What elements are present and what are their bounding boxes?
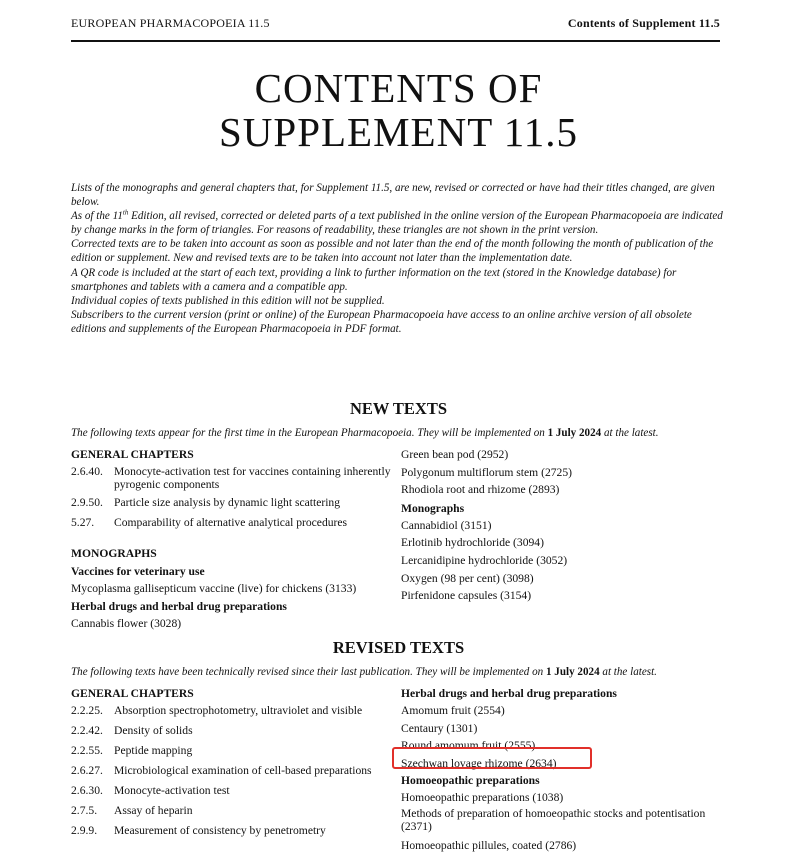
chapter-number: 2.9.9. — [71, 824, 98, 837]
monographs-heading: MONOGRAPHS — [71, 547, 157, 560]
monograph-entry: Centaury (1301) — [401, 721, 478, 735]
note-text: at the latest. — [601, 427, 659, 439]
highlight-annotation — [392, 747, 592, 769]
chapter-title: Measurement of consistency by penetrometry — [114, 824, 326, 837]
chapter-title: Monocyte-activation test — [114, 784, 230, 797]
intro-text-part: As of the 11 — [71, 210, 123, 223]
chapter-title: Assay of heparin — [114, 804, 193, 817]
monograph-entry: Green bean pod (2952) — [401, 448, 509, 461]
implementation-date: 1 July 2024 — [545, 666, 600, 678]
chapter-number: 2.9.50. — [71, 496, 103, 509]
new-texts-right-column — [401, 446, 731, 605]
homoeopathic-list — [401, 789, 731, 854]
note-text: The following texts appear for the first time in the European Pharmacopoeia. They will be implemented on — [71, 427, 548, 439]
monograph-entry: Homoeopathic pillules, coated (2786) — [401, 838, 577, 852]
chapter-number: 2.6.40. — [71, 465, 103, 478]
new-texts-heading: NEW TEXTS — [349, 399, 448, 418]
monograph-entry: Lercanidipine hydrochloride (3052) — [401, 553, 568, 567]
new-texts-note — [71, 426, 726, 440]
chapter-title: Comparability of alternative analytical procedures — [114, 516, 348, 529]
title-line-1: CONTENTS OF — [254, 65, 543, 111]
homoeopathic-heading: Homoeopathic preparations — [401, 774, 540, 788]
chapter-title: Density of solids — [114, 724, 193, 737]
new-texts-left-column — [71, 446, 391, 632]
intro-text — [71, 181, 726, 336]
page-title — [71, 66, 726, 154]
chapter-entry — [71, 743, 391, 759]
monograph-entry: Oxygen (98 per cent) (3098) — [401, 571, 534, 585]
herbal-list — [71, 615, 391, 633]
chapter-number: 2.2.25. — [71, 704, 103, 717]
herbal-continued-list — [401, 446, 731, 499]
chapter-title: Absorption spectrophotometry, ultraviolet and visible — [114, 704, 363, 717]
chapter-number: 5.27. — [71, 516, 95, 529]
running-header — [71, 16, 720, 38]
chapter-entry — [71, 515, 391, 531]
chapter-entry — [71, 495, 391, 511]
intro-paragraph: Individual copies of texts published in this edition will not be supplied. — [71, 294, 385, 307]
monograph-entry: Mycoplasma gallisepticum vaccine (live) for chickens (3133) — [71, 582, 357, 595]
monograph-entry: Erlotinib hydrochloride (3094) — [401, 536, 544, 550]
revised-texts-note — [71, 665, 726, 679]
monograph-entry: Amomum fruit (2554) — [401, 704, 505, 717]
monograph-entry: Rhodiola root and rhizome (2893) — [401, 483, 560, 497]
chapter-entry — [71, 763, 391, 779]
chapter-title: Particle size analysis by dynamic light scattering — [114, 496, 341, 509]
intro-paragraph: Subscribers to the current version (print or online) of the European Pharmacopoeia have access to an online archive version of all obsolete editions and supplements of the European Pharmacopoeia in PDF format. — [71, 308, 692, 335]
chapter-entry — [71, 703, 391, 719]
monograph-entry: Cannabidiol (3151) — [401, 518, 492, 532]
monograph-entry: Methods of preparation of homoeopathic stocks and potentisation (2371) — [401, 806, 706, 833]
chapter-number: 2.6.27. — [71, 764, 103, 777]
intro-paragraph: Lists of the monographs and general chapters that, for Supplement 11.5, are new, revised or corrected or have had their titles changed, are given below. — [71, 182, 715, 209]
herbal-heading: Herbal drugs and herbal drug preparations — [71, 599, 287, 613]
chapter-entry — [71, 464, 391, 491]
chapter-entry — [71, 823, 391, 839]
chapter-entry — [71, 803, 391, 819]
revised-texts-right-column — [401, 685, 731, 855]
vet-vaccines-list — [71, 580, 391, 598]
monograph-entry: Round amomum fruit (2555) — [401, 739, 536, 753]
chapter-title: Microbiological examination of cell-based preparations — [114, 764, 372, 777]
chapter-number: 2.2.42. — [71, 724, 103, 737]
chapter-title: Peptide mapping — [114, 744, 193, 757]
header-publication: EUROPEAN PHARMACOPOEIA 11.5 — [71, 16, 270, 30]
intro-paragraph: A QR code is included at the start of each text, providing a link to further information on the text (stored in the Knowledge database) for smartphones and tablets with a camera and a compatible app. — [71, 266, 677, 293]
implementation-date: 1 July 2024 — [547, 427, 602, 439]
monograph-entry: Szechwan lovage rhizome (2634) — [401, 756, 557, 770]
chapter-entry — [71, 723, 391, 739]
title-line-2: SUPPLEMENT 11.5 — [219, 109, 578, 155]
intro-paragraph: Corrected texts are to be taken into account as soon as possible and not later than the end of the month following the month of publication of the edition or supplement. New and revised texts are to be taken into account not later than the implementation date. — [71, 238, 714, 265]
revised-texts-left-column — [71, 685, 391, 843]
monograph-entry: Pirfenidone capsules (3154) — [401, 589, 532, 603]
intro-paragraph — [71, 209, 726, 237]
intro-superscript: th — [122, 208, 129, 217]
general-chapters-list — [71, 464, 391, 531]
chapter-number: 2.7.5. — [71, 804, 98, 817]
header-section: Contents of Supplement 11.5 — [567, 16, 720, 30]
general-chapters-list — [71, 703, 391, 839]
chapter-number: 2.2.55. — [71, 744, 103, 757]
monographs-subheading: Monographs — [401, 501, 465, 515]
revised-texts-heading: REVISED TEXTS — [332, 638, 465, 657]
general-chapters-heading: GENERAL CHAPTERS — [71, 687, 194, 700]
note-text: at the latest. — [599, 666, 657, 678]
general-chapters-heading: GENERAL CHAPTERS — [71, 448, 194, 461]
header-rule — [71, 40, 720, 42]
monograph-entry: Homoeopathic preparations (1038) — [401, 791, 564, 805]
monographs-list — [401, 517, 731, 605]
note-text: The following texts have been technically revised since their last publication. They will be implemented on — [71, 666, 546, 678]
herbal-heading: Herbal drugs and herbal drug preparations — [401, 687, 617, 700]
intro-text-part: Edition, all revised, corrected or deleted parts of a text published in the online version of the European Pharmacopoeia are indicated by change marks in the form of triangles. For reasons of readability, these triangles are not shown in the print version. — [71, 210, 723, 237]
monograph-entry: Polygonum multiflorum stem (2725) — [401, 465, 573, 479]
chapter-number: 2.6.30. — [71, 784, 103, 797]
chapter-title: Monocyte-activation test for vaccines containing inherently pyrogenic components — [114, 465, 391, 491]
chapter-entry — [71, 783, 391, 799]
vet-vaccines-heading: Vaccines for veterinary use — [71, 565, 205, 578]
monograph-entry: Cannabis flower (3028) — [71, 616, 182, 630]
